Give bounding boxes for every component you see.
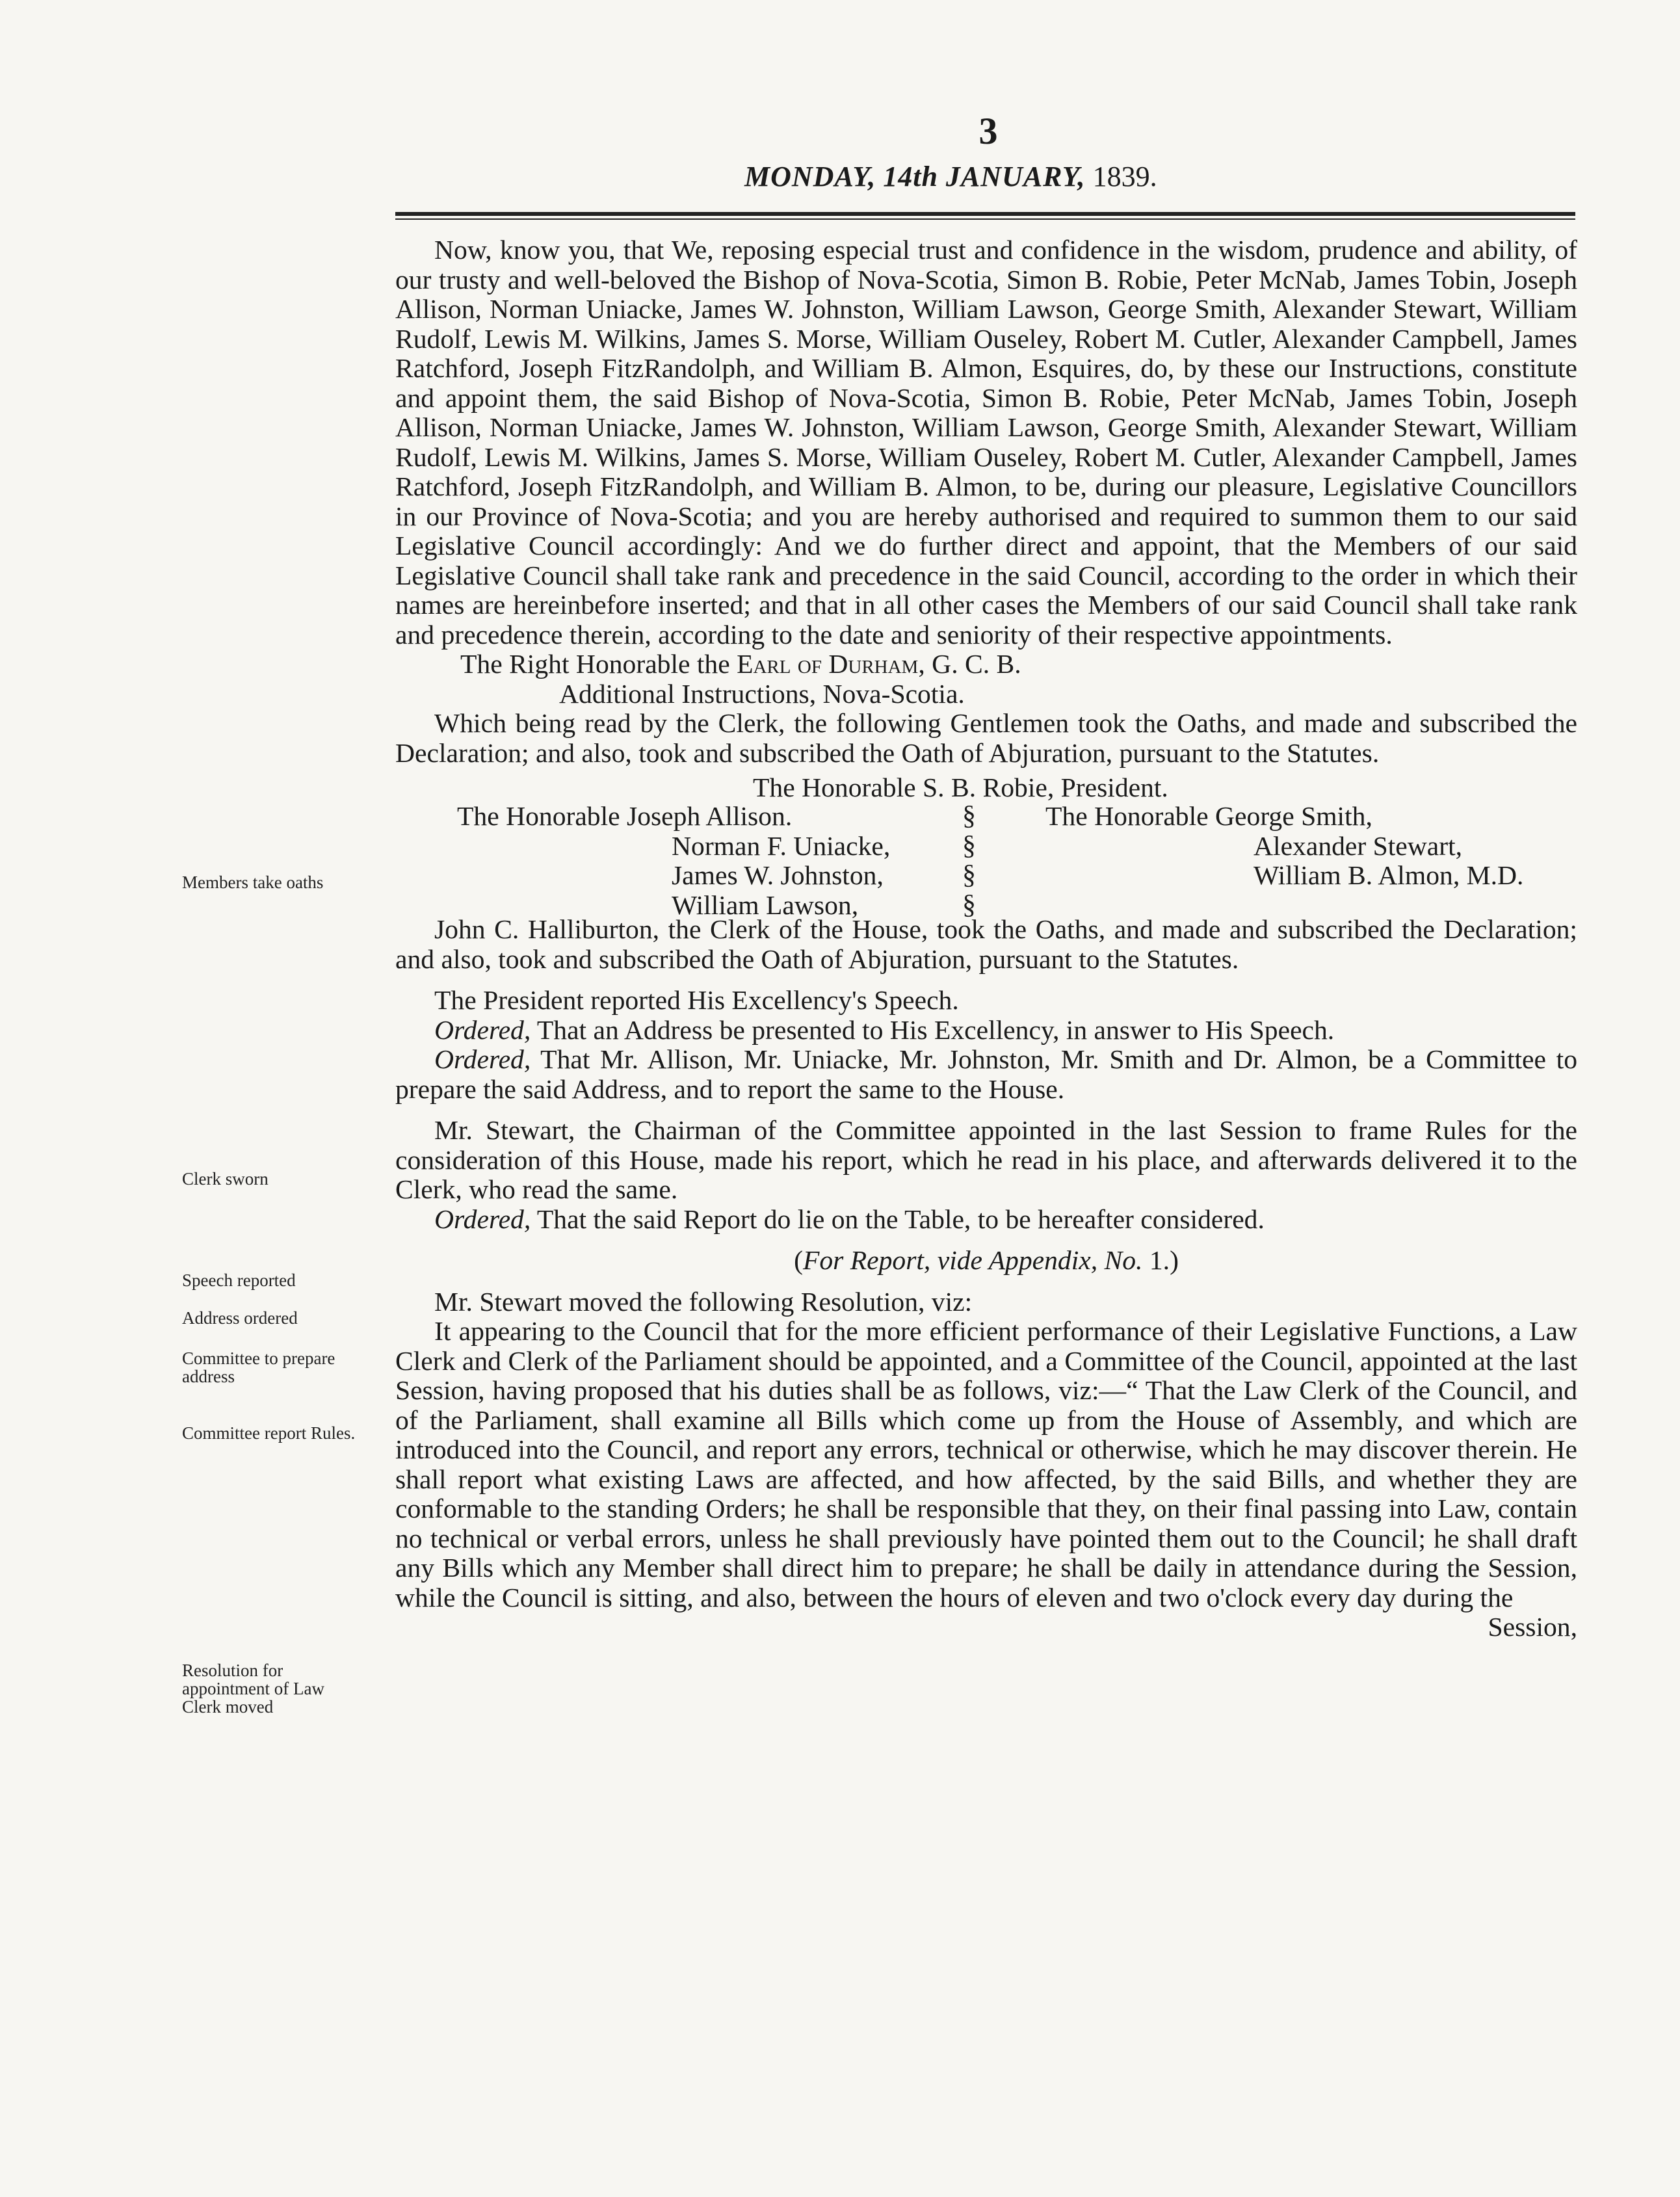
members-list [395, 772, 1577, 920]
member-name: The Honorable George Smith, [1045, 801, 1372, 831]
spacer [395, 1276, 1577, 1287]
header-rule-thick [395, 212, 1575, 216]
paragraph-speech-reported: The President reported His Excellency's Speech. [434, 985, 959, 1015]
ordered-text: That an Address be presented to His Excellency, in answer to His Speech. [531, 1014, 1335, 1045]
spacer [395, 1234, 1577, 1246]
margin-note-speech-reported: Speech reported [182, 1270, 296, 1290]
paragraph-resolution-text: It appearing to the Council that for the more efficient performance of their Legislative Functions, a Law Clerk and Clerk of the Parliament should be appointed, and a Committee of the Council, appointed at the last Session, having proposed that his duties shall be as follows, viz:—“ That the Law Clerk of the Council, and of the Parliament, shall examine all Bills which come up from the House of Assembly, and which are introduced into the Council, and report any errors, technical or otherwise, which he may discover therein. He shall report what existing Laws are affected, and how affected, by the said Bills, and whether they are conformable to the standing Orders; he shall be responsible that they, on their final passing into Law, contain no technical or verbal errors, unless he shall previously have pointed them out to the Council; he shall draft any Bills which any Member shall direct him to prepare; he shall be daily in attendance during the Session, while the Council is sitting, and also, between the hours of eleven and two o'clock every day during the [395, 1316, 1577, 1612]
header-rule-thin [395, 218, 1575, 220]
member-name: Norman F. Uniacke, [672, 830, 891, 861]
vide-appendix-line [395, 1246, 1577, 1276]
members-right-column [1045, 802, 1523, 891]
member-name: William Lawson, [672, 889, 859, 920]
paragraph-instructions: Now, know you, that We, reposing especial trust and confidence in the wisdom, prudence and ability, of our trusty and well-beloved the Bishop of Nova-Scotia, Simon B. Robie, Peter McNab, James Tobin, Joseph Allison, Norman Uniacke, James W. Johnston, William Lawson, George Smith, Alexander Stewart, William Rudolf, Lewis M. Wilkins, James S. Morse, William Ouseley, Robert M. Cutler, Alexander Campbell, James Ratchford, Joseph FitzRandolph, and William B. Almon, Esquires, do, by these our Instructions, constitute and appoint them, the said Bishop of Nova-Scotia, Simon B. Robie, Peter McNab, James Tobin, Joseph Allison, Norman Uniacke, James W. Johnston, William Lawson, George Smith, Alexander Stewart, William Rudolf, Lewis M. Wilkins, James S. Morse, William Ouseley, Robert M. Cutler, Alexander Campbell, James Ratchford, Joseph FitzRandolph, and William B. Almon, to be, during our pleasure, Legislative Councillors in our Province of Nova-Scotia; and you are hereby authorised and required to summon them to our said Legislative Council accordingly: And we do further direct and appoint, that the Members of our said Legislative Council shall take rank and precedence in the said Council, according to the order in which their names are hereinbefore inserted; and that in all other cases the Members of our said Council shall take rank and precedence therein, according to the date and seniority of their respective appointments. [395, 235, 1577, 650]
margin-note-members-oaths: Members take oaths [182, 873, 324, 892]
member-name: The Honorable Joseph Allison. [457, 801, 793, 831]
ordered-label: Ordered, [434, 1044, 531, 1074]
paragraph-oaths: Which being read by the Clerk, the following Gentlemen took the Oaths, and made and subscribed the Declaration; and also, took and subscribed the Oath of Abjuration, pursuant to the Statutes. [395, 708, 1577, 768]
header-date: 14th JANUARY, [883, 161, 1086, 192]
paragraph-report-table [395, 1205, 1577, 1235]
section-mark: § [962, 801, 976, 831]
vide-close: 1.) [1142, 1245, 1179, 1275]
signature-title: Earl of Durham [737, 649, 919, 679]
paragraph-resolution-moved: Mr. Stewart moved the following Resolution, viz: [434, 1286, 973, 1317]
header-day: MONDAY, [744, 161, 876, 192]
section-mark: § [962, 860, 976, 890]
section-mark: § [962, 889, 976, 920]
member-name: Alexander Stewart, [1253, 830, 1463, 861]
member-name: James W. Johnston, [672, 860, 884, 890]
paragraph-address-ordered [395, 1016, 1577, 1046]
paragraph-committee-rules: Mr. Stewart, the Chairman of the Committee appointed in the last Session to frame Rules for the consideration of this House, made his report, which he read in his place, and afterwards delivered it to the Clerk, who read the same. [395, 1115, 1577, 1204]
margin-note-law-clerk-resolution: Resolution for appointment of Law Clerk moved [182, 1661, 324, 1717]
margin-note-committee-address: Committee to prepare address [182, 1348, 335, 1386]
margin-note-clerk-sworn: Clerk sworn [182, 1169, 269, 1189]
margin-note-committee-rules: Committee report Rules. [182, 1423, 356, 1443]
header-year: 1839. [1092, 161, 1157, 192]
signature-line [395, 650, 1577, 679]
additional-instructions-line: Additional Instructions, Nova-Scotia. [559, 678, 965, 709]
page-header [744, 160, 1265, 193]
ordered-text: That the said Report do lie on the Table, to be hereafter considered. [531, 1204, 1265, 1234]
president-line: The Honorable S. B. Robie, President. [753, 772, 1168, 802]
signature-prefix: The Right Honorable the [460, 649, 737, 679]
section-mark: § [962, 830, 976, 861]
catchword: Session, [1488, 1612, 1577, 1642]
vide-text: For Report, vide Appendix, No. [802, 1245, 1143, 1275]
ordered-text: That Mr. Allison, Mr. Uniacke, Mr. Johnston, Mr. Smith and Dr. Almon, be a Committee to prepare the said Address, and to report the same to the House. [395, 1044, 1577, 1104]
section-marks [962, 802, 976, 920]
document-body [395, 235, 1577, 1642]
members-left-column [457, 802, 890, 920]
paragraph-clerk-sworn: John C. Halliburton, the Clerk of the House, took the Oaths, and made and subscribed the Declaration; and also, took and subscribed the Oath of Abjuration, pursuant to the Statutes. [395, 914, 1577, 974]
vide-open: ( [794, 1245, 803, 1275]
ordered-label: Ordered, [434, 1204, 531, 1234]
paragraph-committee-address [395, 1045, 1577, 1104]
ordered-label: Ordered, [434, 1014, 531, 1045]
spacer [395, 1104, 1577, 1116]
page-number: 3 [978, 110, 998, 152]
member-name: William B. Almon, M.D. [1253, 860, 1524, 890]
signature-suffix: , G. C. B. [918, 649, 1021, 679]
margin-note-address-ordered: Address ordered [182, 1308, 298, 1328]
spacer [395, 974, 1577, 986]
